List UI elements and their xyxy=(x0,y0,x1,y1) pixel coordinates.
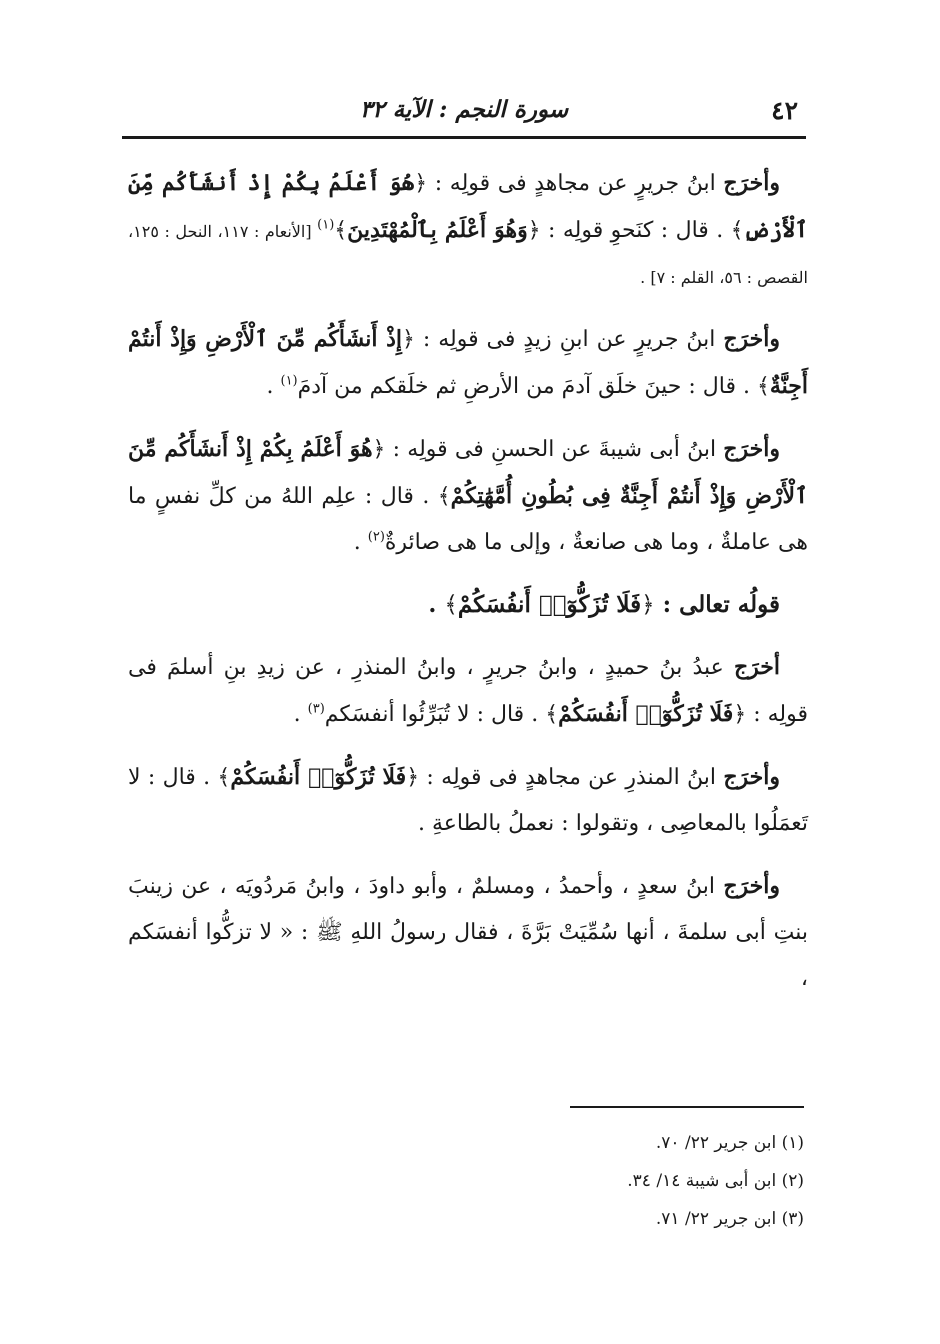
verse-open-bracket: ﴿ xyxy=(733,702,747,727)
running-title: سورة النجم : الآية ٣٢ xyxy=(359,96,569,123)
paragraph-text: . xyxy=(293,702,308,727)
paragraph-lead: أخرَج xyxy=(733,654,780,680)
verse-text: إِذْ أَنشَأَكُم مِّنَ ٱلْأَرْضِ وَإِذْ أَنتُمْ أَجِنَّةٌ xyxy=(128,326,808,399)
verse-open-bracket: ﴿ xyxy=(372,437,386,462)
footnotes xyxy=(404,1124,804,1238)
verse-reference: [الأنعام : ١١٧، النحل : ١٢٥، القصص : ٥٦، القلم : ٧] . xyxy=(128,222,808,287)
quran-verse xyxy=(217,764,419,790)
paragraph-4 xyxy=(128,644,808,738)
quran-verse xyxy=(444,591,654,618)
paragraph-lead: وأخرَج xyxy=(723,764,780,790)
verse-close-bracket: ﴾ xyxy=(437,484,451,509)
verse-text: فَلَا تُزَكُّوٓا۟ أَنفُسَكُمْ xyxy=(457,591,642,618)
paragraph-text: . قال : حينَ خلَق آدمَ من الأرضِ ثم خلَقكم من آدمَ xyxy=(297,374,757,399)
paragraph-lead: وأخرَج xyxy=(723,873,780,899)
paragraph-text: . xyxy=(428,591,445,618)
paragraph-text: ابنُ سعدٍ ، وأحمدُ ، ومسلمٌ ، وأبو داودَ ، وابنُ مَردُويَه ، عن زينبَ بنتِ أبى سلمةَ ، أنها سُمِّيَتْ بَرَّةَ ، فقال رسولُ اللهِ ﷺ : « لا تزكُّوا أنفسَكم ، xyxy=(128,874,808,991)
verse-open-bracket: ﴿ xyxy=(527,218,541,243)
paragraph-6 xyxy=(128,863,808,1002)
paragraph-text: . قال : علِم اللهُ من كلِّ نفسٍ ما هى عاملةٌ ، وما هى صانعةٌ ، وإلى ما هى صائرةٌ xyxy=(128,484,808,555)
footnote-item: (٢) ابن أبى شيبة ١٤/ ٣٤. xyxy=(627,1171,804,1191)
verse-open-bracket: ﴿ xyxy=(641,592,655,618)
paragraph-lead: وأخرَج xyxy=(723,326,781,352)
verse-close-bracket: ﴾ xyxy=(545,702,559,727)
heading-label: قولُه تعالى : xyxy=(654,591,780,618)
paragraph-text: . قال : كنَحوِ قولِه : xyxy=(540,218,731,243)
verse-text: وَهُوَ أَعْلَمُ بِٱلْمُهْتَدِينَ xyxy=(347,217,528,243)
paragraph-2 xyxy=(128,316,808,410)
verse-text: هُوَ أَعْلَمُ بِكُمْ إِذْ أَنشَأَكُم مِّنَ ٱلْأَرْضِ xyxy=(128,170,808,243)
paragraph-5 xyxy=(128,754,808,847)
section-heading xyxy=(128,582,808,628)
paragraph-text: عبدُ بنُ حميدٍ ، وابنُ جريرٍ ، وابنُ المنذرِ ، عن زيدِ بنِ أسلمَ فى قولِه : xyxy=(128,655,808,727)
footnote-marker: (٢) xyxy=(367,529,385,545)
page-number: ٤٢ xyxy=(771,96,798,125)
verse-close-bracket: ﴾ xyxy=(756,374,770,399)
verse-close-bracket: ﴾ xyxy=(334,218,348,243)
quran-verse xyxy=(334,217,540,243)
footnote-marker: (٣) xyxy=(307,701,325,717)
page-header xyxy=(122,92,806,139)
paragraph-1 xyxy=(128,160,808,300)
footnote-item: (٣) ابن جرير ٢٢/ ٧١. xyxy=(655,1209,804,1229)
footnote-item: (١) ابن جرير ٢٢/ ٧٠. xyxy=(655,1133,804,1153)
verse-open-bracket: ﴿ xyxy=(401,327,415,352)
footnote-marker: (١) xyxy=(280,373,298,389)
paragraph-text: ابنُ المنذرِ عن مجاهدٍ فى قولِه : xyxy=(419,765,724,790)
verse-text: فَلَا تُزَكُّوٓا۟ أَنفُسَكُمْ xyxy=(230,764,407,790)
paragraph-3 xyxy=(128,426,808,566)
paragraph-text: ابنُ أبى شيبةَ عن الحسنِ فى قولِه : xyxy=(385,437,724,462)
verse-open-bracket: ﴿ xyxy=(406,765,420,790)
verse-close-bracket: ﴾ xyxy=(217,765,231,790)
footnote-divider xyxy=(570,1106,804,1108)
paragraph-text: ابنُ جريرٍ عن مجاهدٍ فى قولِه : xyxy=(427,171,724,196)
paragraph-lead: وأخرَج xyxy=(723,170,780,196)
verse-text: فَلَا تُزَكُّوٓا۟ أَنفُسَكُمْ xyxy=(558,701,734,727)
verse-close-bracket: ﴾ xyxy=(730,218,744,243)
paragraph-lead: وأخرَج xyxy=(723,436,780,462)
footnote-marker: (١) xyxy=(317,217,335,233)
paragraph-text: . قال : لا تُبَرِّئُوا أنفسَكم xyxy=(324,702,546,727)
quran-verse xyxy=(545,701,746,727)
verse-close-bracket: ﴾ xyxy=(444,592,458,618)
paragraph-text: . قال : لا تَعمَلُوا بالمعاصِى ، وتقولوا : نعملُ بالطاعةِ . xyxy=(128,765,808,836)
paragraph-text: . xyxy=(266,374,281,399)
verse-open-bracket: ﴿ xyxy=(414,171,428,196)
paragraph-text: ابنُ جريرٍ عن ابنِ زيدٍ فى قولِه : xyxy=(414,327,724,352)
page-body xyxy=(128,160,808,1018)
verse-text: هُوَ أَعْلَمُ بِكُمْ إِذْ أَنشَأَكُم مِّنَ ٱلْأَرْضِ وَإِذْ أَنتُمْ أَجِنَّةٌ فِى بُطُونِ أُمَّهَٰتِكُمْ xyxy=(128,436,808,509)
paragraph-text: . xyxy=(353,530,368,555)
